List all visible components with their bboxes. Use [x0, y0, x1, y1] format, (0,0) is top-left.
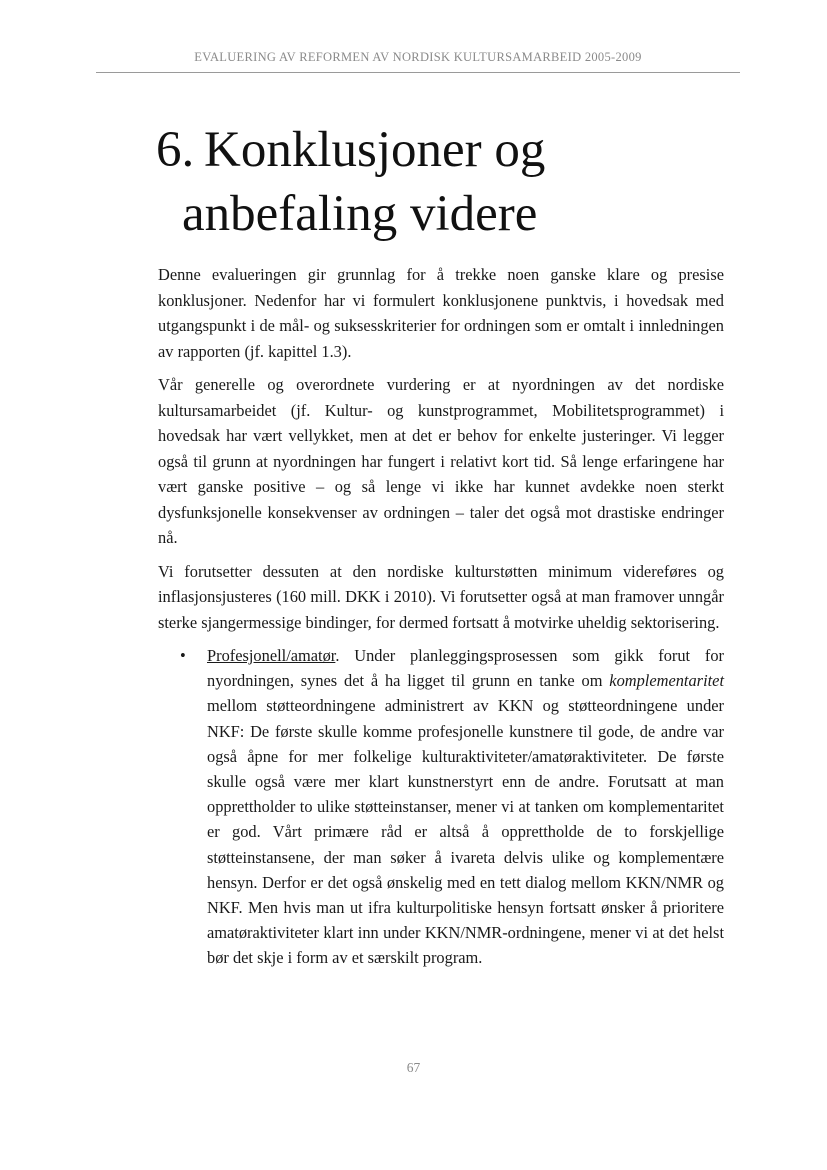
bullet-item-professional-amateur — [180, 643, 724, 971]
body-text — [158, 262, 724, 971]
bullet-emphasis: komplementaritet — [609, 671, 724, 691]
bullet-text-part-1: . Under planleggingsprosessen som gikk forut for nyordningen, synes det å ha ligget til grunn en tanke om — [207, 646, 724, 691]
header-divider — [96, 72, 740, 73]
paragraph-assumptions: Vi forutsetter dessuten at den nordiske kulturstøtten minimum videreføres og inflasjonsjusteres (160 mill. DKK i 2010). Vi forutsetter også at man framover unngår sterke sjangermessige bindinger, for dermed fortsatt å motvirke uheldig sektorisering. — [158, 561, 724, 632]
bullet-term: Profesjonell/amatør — [207, 646, 336, 665]
paragraph-intro: Denne evalueringen gir grunnlag for å trekke noen ganske klare og presise konklusjoner. Nedenfor har vi formulert konklusjonene punktvis, i hovedsak med utgangspunkt i de mål- og suksesskriterier for ordningen som er omtalt i innledningen av rapporten (jf. kapittel 1.3). — [158, 265, 724, 361]
chapter-heading-line-1 — [156, 118, 736, 182]
chapter-title-line-1: Konklusjoner og — [204, 122, 546, 178]
chapter-heading — [156, 118, 736, 246]
bullet-text-part-2: mellom støtteordningene administrert av KKN og støtteordningene under NKF: De første skulle komme profesjonelle kunstnere til gode, de andre var også åpne for mer folkelige kulturaktiviteter/amatøraktiviteter. De første skulle også være mer klart kunstnerstyrt enn de andre. Forutsatt at man opprettholder to ulike støtteinstanser, mener vi at tanken om komplementaritet er god. Vårt primære råd er altså å opprettholde de to forskjellige støtteinstansene, der man søker å ivareta delvis ulike og komplementære hensyn. Derfor er det også ønskelig med en tett dialog mellom KKN/NMR og NKF. Men hvis man ut ifra kulturpolitiske hensyn fortsatt ønsker å prioritere amatøraktiviteter klart inn under KKN/NMR-ordningene, mener vi at det helst bør det skje i form av et særskilt program. — [207, 696, 724, 968]
paragraph-overall-assessment: Vår generelle og overordnete vurdering er at nyordningen av det nordiske kultursamarbeidet (jf. Kultur- og kunstprogrammet, Mobilitetsprogrammet) i hovedsak har vært vellykket, men at det er behov for enkelte justeringer. Vi legger også til grunn at nyordningen har fungert i relativt kort tid. Så lenge erfaringene har vært ganske positive – og så lenge vi ikke har kunnet avdekke noen sterkt dysfunksjonelle konsekvenser av ordningen – taler det også mot drastiske endringer nå. — [158, 375, 724, 547]
chapter-title-line-2: anbefaling videre — [182, 186, 538, 242]
chapter-number: 6. — [156, 122, 195, 178]
bullet-marker: • — [180, 646, 186, 665]
running-header: EVALUERING AV REFORMEN AV NORDISK KULTURSAMARBEID 2005-2009 — [194, 50, 642, 64]
page-number: 67 — [406, 1060, 421, 1075]
